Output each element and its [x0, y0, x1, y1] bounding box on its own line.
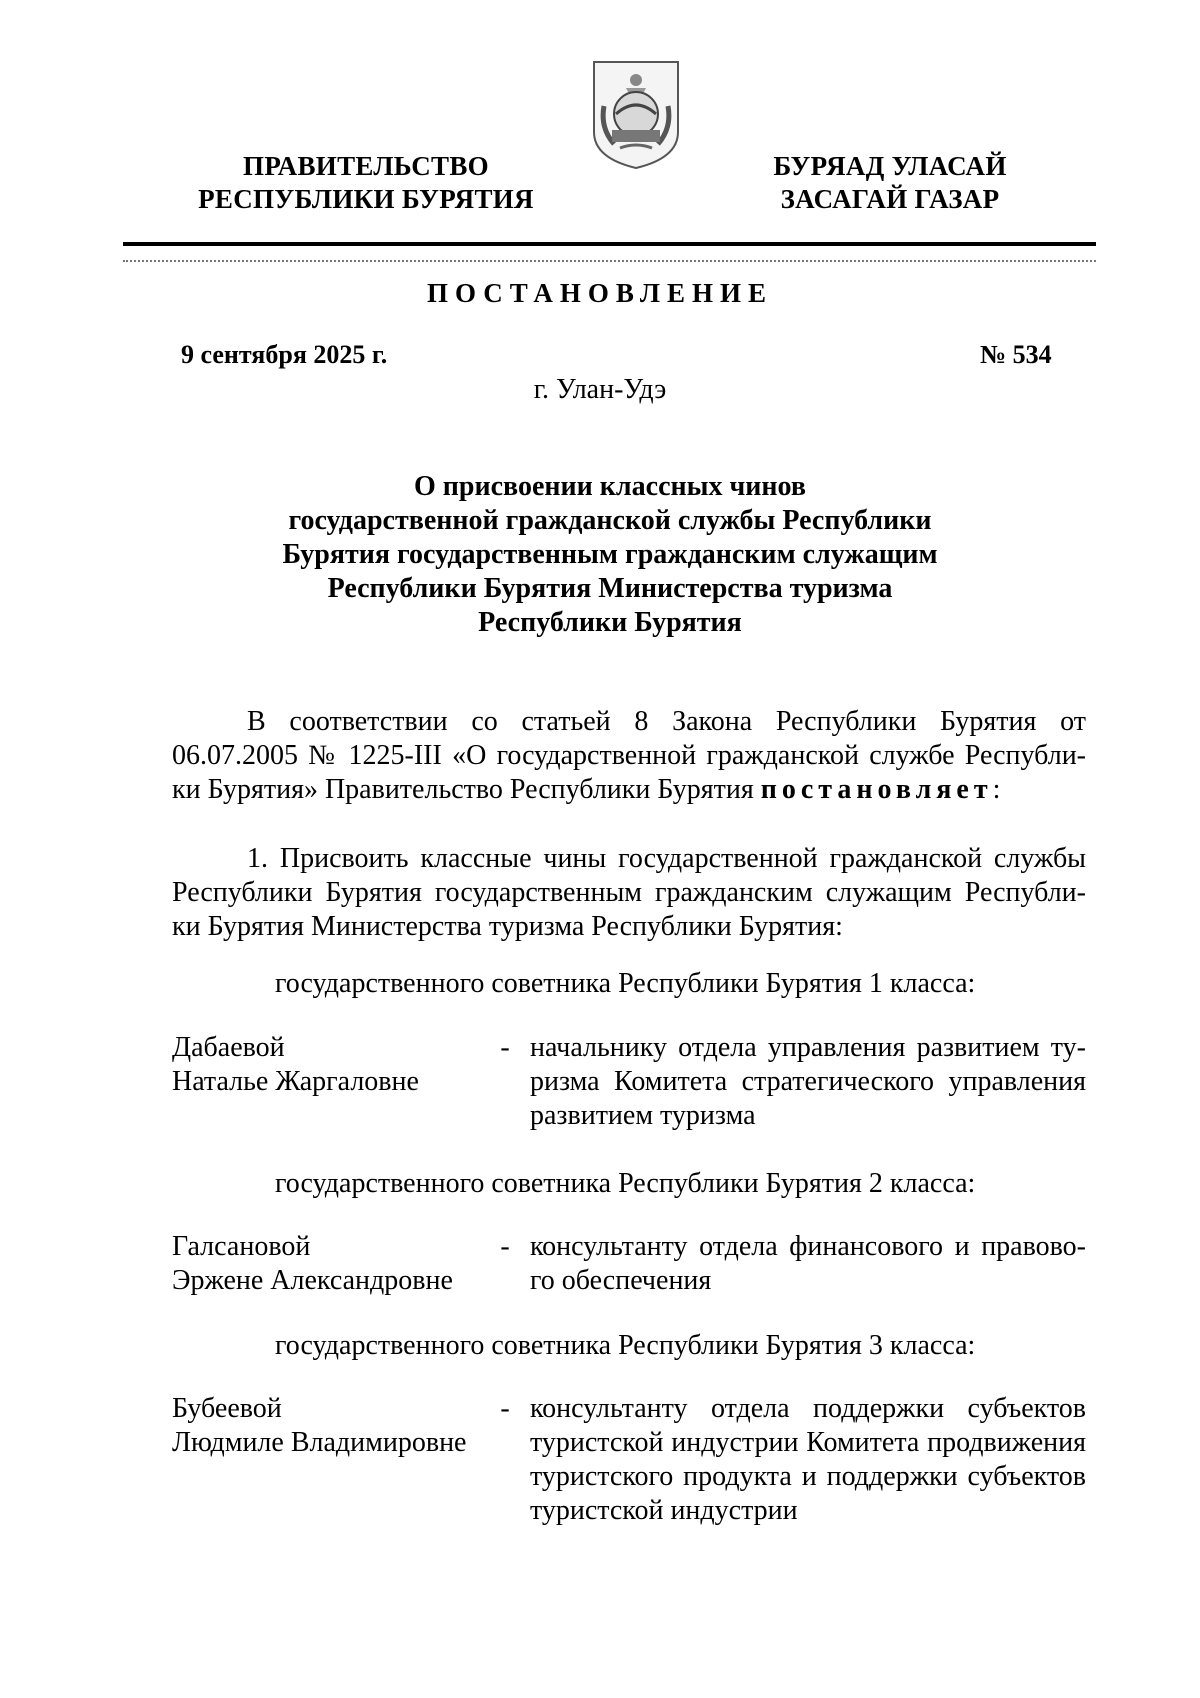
preamble-line: В соответствии со статьей 8 Закона Республики Бурятия от [247, 706, 1086, 737]
person-position [530, 1031, 1086, 1133]
grade-heading: государственного советника Республики Бурятия 1 класса: [275, 968, 976, 999]
subject-line: государственной гражданской службы Республики [288, 505, 932, 536]
header-right-line2: ЗАСАГАЙ ГАЗАР [780, 184, 1000, 214]
document-subject [200, 470, 1020, 640]
person-position [530, 1230, 1086, 1298]
person-surname: Бубеевой [172, 1393, 282, 1424]
document-date: 9 сентября 2025 г. [181, 340, 388, 369]
person-given-names: Эржене Александровне [172, 1265, 453, 1296]
person-position [530, 1392, 1086, 1528]
person-given-names: Людмиле Владимировне [172, 1427, 467, 1458]
position-line: ризма Комитета стратегического управления [530, 1066, 1086, 1097]
position-line: туристского продукта и поддержки субъектов [530, 1461, 1086, 1492]
header-right [740, 150, 1040, 216]
header-left-line2: РЕСПУБЛИКИ БУРЯТИЯ [198, 184, 534, 214]
person-surname: Галсановой [172, 1231, 311, 1262]
preamble-line3-prefix: ки Бурятия» Правительство Республики Бурятия [172, 774, 761, 805]
position-line: го обеспечения [530, 1265, 712, 1296]
person-given-names: Наталье Жаргаловне [172, 1066, 419, 1097]
header-divider-thin [123, 260, 1096, 262]
position-line: туристской индустрии [530, 1495, 798, 1526]
subject-line: Республики Бурятия [478, 607, 742, 638]
preamble-line3-suffix: : [992, 774, 1001, 805]
item-1 [172, 842, 1086, 944]
header-divider [123, 242, 1096, 246]
item-1-line: ки Бурятия Министерства туризма Республики Бурятия: [172, 911, 843, 942]
position-line: развитием туризма [530, 1100, 756, 1131]
person-name [172, 1031, 419, 1099]
coat-of-arms-icon [590, 58, 682, 172]
item-1-line: 1. Присвоить классные чины государственной гражданской службы [247, 843, 1086, 874]
person-name [172, 1230, 453, 1298]
separator-dash: - [500, 1393, 510, 1424]
separator-dash: - [500, 1231, 510, 1262]
grade-heading: государственного советника Республики Бурятия 3 класса: [275, 1330, 976, 1361]
header-right-line1: БУРЯАД УЛАСАЙ [773, 151, 1007, 181]
preamble-line [172, 773, 1086, 807]
document-city: г. Улан-Удэ [533, 374, 667, 405]
position-line: туристской индустрии Комитета продвижения [530, 1427, 1086, 1458]
subject-line: О присвоении классных чинов [414, 471, 806, 502]
subject-line: Республики Бурятия Министерства туризма [327, 573, 893, 604]
preamble [172, 705, 1086, 807]
person-surname: Дабаевой [172, 1032, 285, 1063]
separator-dash: - [500, 1032, 510, 1063]
document-number: № 534 [980, 340, 1052, 369]
grade-heading: государственного советника Республики Бурятия 2 класса: [275, 1168, 976, 1199]
position-line: консультанту отдела финансового и правово- [530, 1231, 1086, 1262]
preamble-keyword: постановляет [760, 774, 993, 805]
subject-line: Бурятия государственным гражданским служащим [282, 539, 938, 570]
position-line: консультанту отдела поддержки субъектов [530, 1393, 1086, 1424]
position-line: начальнику отдела управления развитием ту- [530, 1032, 1086, 1063]
person-name [172, 1392, 466, 1460]
document-type: ПОСТАНОВЛЕНИЕ [426, 278, 774, 308]
preamble-line: 06.07.2005 № 1225-III «О государственной гражданской службе Республи- [172, 740, 1086, 771]
item-1-line: Республики Бурятия государственным гражданским служащим Республи- [172, 877, 1086, 908]
header-left [176, 150, 556, 216]
header-left-line1: ПРАВИТЕЛЬСТВО [243, 151, 489, 181]
